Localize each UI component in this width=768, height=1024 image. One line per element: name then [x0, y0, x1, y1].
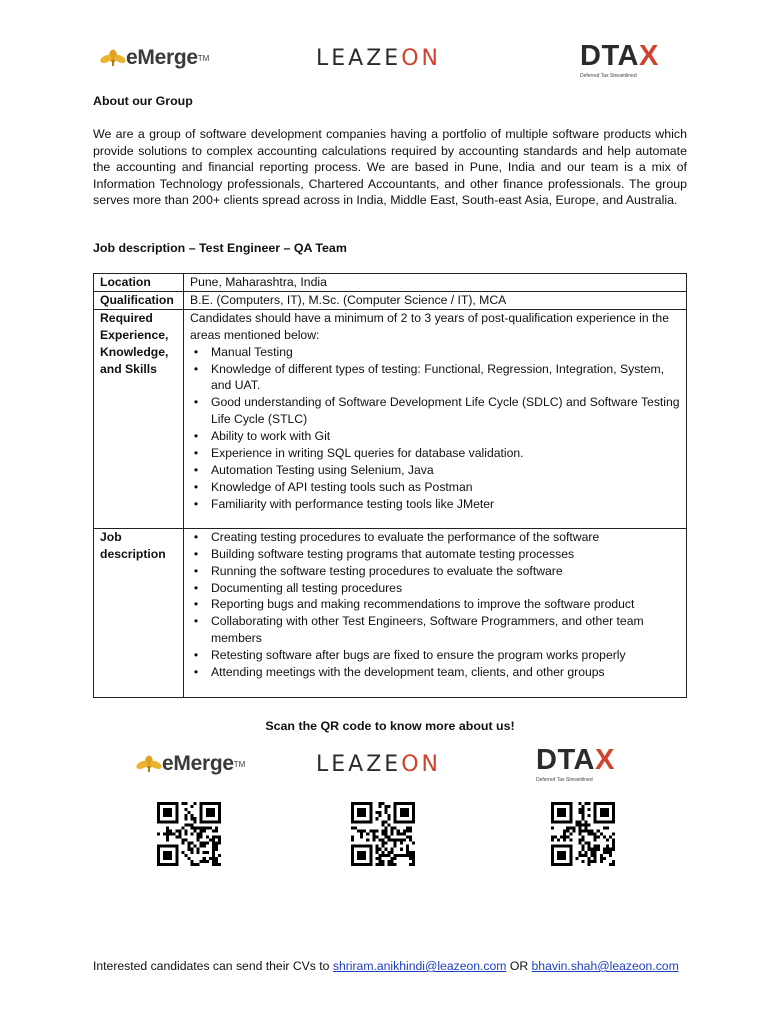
list-item: • Collaborating with other Test Engineers, Software Programmers, and other team members	[211, 613, 680, 647]
dtax-tagline: Deferred Tax Streamlined	[580, 73, 637, 79]
list-item: • Attending meetings with the development team, clients, and other groups	[211, 664, 680, 681]
list-item: • Good understanding of Software Development Life Cycle (SDLC) and Software Testing Life Cycle (STLC)	[211, 394, 680, 428]
dtax-tagline: Deferred Tax Streamlined	[536, 777, 593, 783]
duties-cell	[184, 528, 687, 697]
leazeon-wordmark: LEAZE	[316, 46, 402, 71]
table-row-duties	[94, 528, 687, 697]
qualification-label: Qualification	[94, 291, 184, 309]
footer-contact	[93, 959, 679, 973]
list-item: • Knowledge of different types of testing: Functional, Regression, Integration, System, and UAT.	[211, 361, 680, 395]
dtax-wordmark-accent: X	[638, 40, 659, 72]
emerge-leaf-icon	[100, 49, 126, 67]
email-link-bhavin[interactable]: bhavin.shah@leazeon.com	[531, 959, 679, 973]
dtax-qr-code[interactable]	[551, 802, 615, 866]
dtax-wordmark: DTA	[536, 744, 595, 776]
leazeon-wordmark-accent: ON	[401, 46, 441, 71]
leazeon-qr-code[interactable]	[351, 802, 415, 866]
duties-label: Job description	[94, 528, 184, 697]
skills-label: Required Experience, Knowledge, and Skills	[94, 309, 184, 528]
email-link-shriram[interactable]: shriram.anikhindi@leazeon.com	[332, 959, 507, 973]
list-item: • Experience in writing SQL queries for database validation.	[211, 445, 680, 462]
emerge-tm: TM	[233, 759, 246, 769]
footer-prefix: Interested candidates can send their CVs to	[93, 959, 333, 973]
about-title: About our Group	[93, 94, 193, 108]
qualification-value: B.E. (Computers, IT), M.Sc. (Computer Science / IT), MCA	[184, 291, 687, 309]
footer-or: OR	[506, 959, 532, 973]
emerge-tm: TM	[197, 53, 210, 63]
list-item: • Running the software testing procedures to evaluate the software	[211, 563, 680, 580]
skills-intro: Candidates should have a minimum of 2 to 3 years of post-qualification experience in the areas mentioned below:	[190, 310, 669, 342]
duties-list	[190, 529, 680, 681]
skills-cell	[184, 309, 687, 528]
list-item: • Building software testing programs that automate testing processes	[211, 546, 680, 563]
job-table	[93, 273, 687, 698]
list-item: • Automation Testing using Selenium, Java	[211, 462, 680, 479]
dtax-logo	[580, 42, 659, 79]
emerge-qr-code[interactable]	[157, 802, 221, 866]
header-logos	[0, 38, 768, 82]
list-item: • Knowledge of API testing tools such as Postman	[211, 479, 680, 496]
list-item: • Ability to work with Git	[211, 428, 680, 445]
emerge-wordmark: eMerge	[126, 46, 198, 69]
table-row-skills	[94, 309, 687, 528]
list-item: • Creating testing procedures to evaluate the performance of the software	[211, 529, 680, 546]
leazeon-logo-bottom	[316, 752, 441, 777]
table-row-qualification	[94, 291, 687, 309]
list-item: • Familiarity with performance testing tools like JMeter	[211, 496, 680, 513]
table-row-location	[94, 274, 687, 292]
leazeon-logo	[316, 46, 441, 71]
list-item: • Manual Testing	[211, 344, 680, 361]
emerge-leaf-icon	[136, 755, 162, 773]
emerge-logo-bottom	[136, 752, 245, 776]
skills-list	[190, 344, 680, 513]
scan-qr-caption: Scan the QR code to know more about us!	[265, 719, 515, 733]
dtax-logo-bottom	[536, 746, 615, 783]
job-title: Job description – Test Engineer – QA Team	[93, 241, 347, 255]
emerge-wordmark: eMerge	[162, 752, 234, 775]
leazeon-wordmark-accent: ON	[401, 752, 441, 777]
list-item: • Reporting bugs and making recommendations to improve the software product	[211, 596, 680, 613]
leazeon-wordmark: LEAZE	[316, 752, 402, 777]
location-value: Pune, Maharashtra, India	[184, 274, 687, 292]
dtax-wordmark-accent: X	[594, 744, 615, 776]
list-item: • Documenting all testing procedures	[211, 580, 680, 597]
location-label: Location	[94, 274, 184, 292]
about-paragraph: We are a group of software development companies having a portfolio of multiple software products which provide solutions to complex accounting calculations required by accounting standards and help automate the accounting and financial reporting process. We are based in Pune, India and our team is a mix of Information Technology professionals, Chartered Accountants, and other finance professionals. The group serves more than 200+ clients spread across in India, Middle East, South-east Asia, Europe, and Australia.	[93, 127, 687, 208]
list-item: • Retesting software after bugs are fixed to ensure the program works properly	[211, 647, 680, 664]
dtax-wordmark: DTA	[580, 40, 639, 72]
emerge-logo	[100, 46, 209, 70]
